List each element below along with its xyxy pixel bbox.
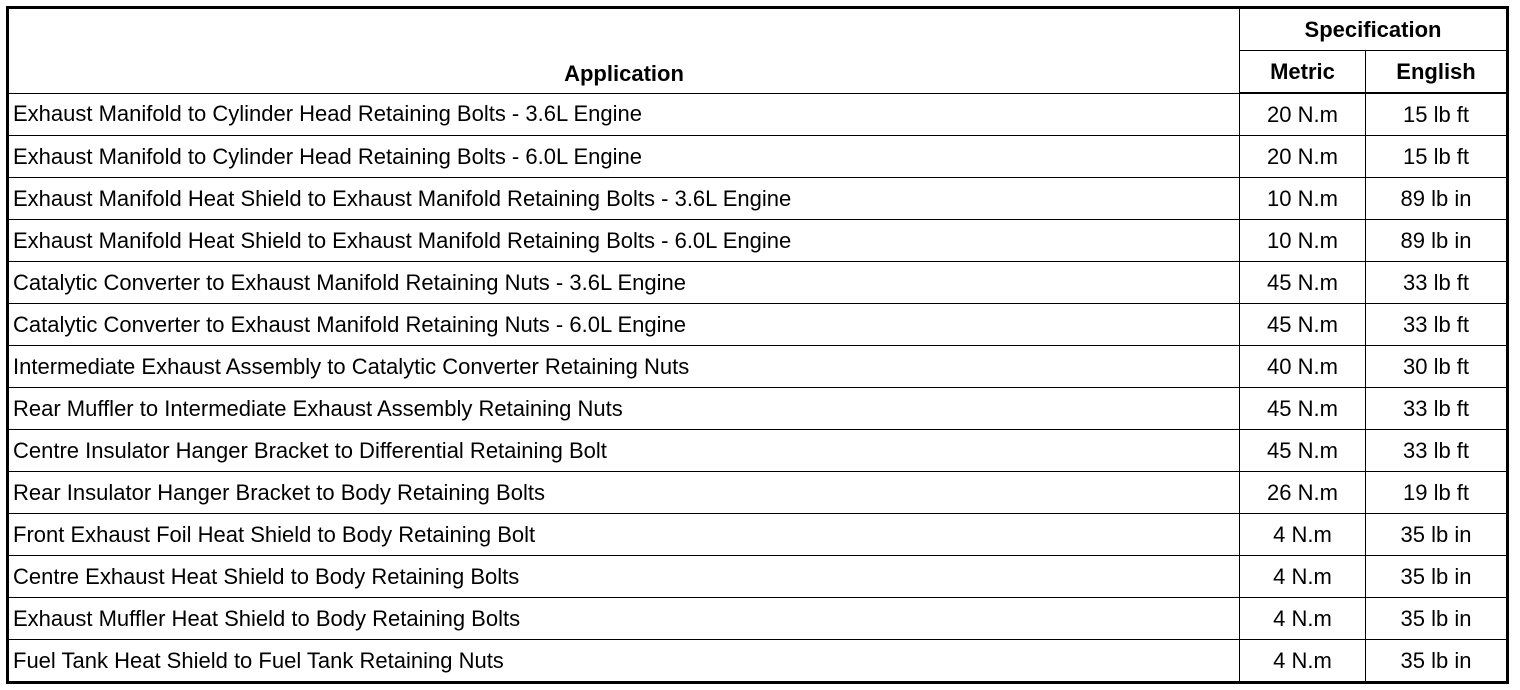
application-cell: Exhaust Manifold to Cylinder Head Retaining Bolts - 3.6L Engine — [8, 93, 1240, 136]
english-cell: 30 lb ft — [1366, 346, 1508, 388]
metric-cell: 10 N.m — [1240, 220, 1366, 262]
application-cell: Exhaust Manifold to Cylinder Head Retaining Bolts - 6.0L Engine — [8, 136, 1240, 178]
header-application: Application — [8, 8, 1240, 94]
metric-cell: 26 N.m — [1240, 472, 1366, 514]
table-row — [8, 556, 1508, 598]
application-cell: Front Exhaust Foil Heat Shield to Body Retaining Bolt — [8, 514, 1240, 556]
english-cell: 15 lb ft — [1366, 93, 1508, 136]
table-row — [8, 136, 1508, 178]
metric-cell: 20 N.m — [1240, 136, 1366, 178]
metric-cell: 45 N.m — [1240, 430, 1366, 472]
table-row — [8, 220, 1508, 262]
application-cell: Rear Insulator Hanger Bracket to Body Retaining Bolts — [8, 472, 1240, 514]
english-cell: 15 lb ft — [1366, 136, 1508, 178]
english-cell: 19 lb ft — [1366, 472, 1508, 514]
metric-cell: 4 N.m — [1240, 598, 1366, 640]
table-header — [8, 8, 1508, 94]
metric-cell: 4 N.m — [1240, 556, 1366, 598]
metric-cell: 45 N.m — [1240, 262, 1366, 304]
header-metric: Metric — [1240, 51, 1366, 94]
metric-cell: 40 N.m — [1240, 346, 1366, 388]
metric-cell: 45 N.m — [1240, 388, 1366, 430]
english-cell: 35 lb in — [1366, 514, 1508, 556]
table-row — [8, 598, 1508, 640]
metric-cell: 4 N.m — [1240, 640, 1366, 683]
metric-cell: 45 N.m — [1240, 304, 1366, 346]
table-row — [8, 93, 1508, 136]
application-cell: Exhaust Muffler Heat Shield to Body Retaining Bolts — [8, 598, 1240, 640]
english-cell: 33 lb ft — [1366, 304, 1508, 346]
header-specification: Specification — [1240, 8, 1508, 51]
application-cell: Centre Insulator Hanger Bracket to Differential Retaining Bolt — [8, 430, 1240, 472]
english-cell: 35 lb in — [1366, 598, 1508, 640]
header-row-top — [8, 8, 1508, 51]
metric-cell: 20 N.m — [1240, 93, 1366, 136]
english-cell: 35 lb in — [1366, 556, 1508, 598]
table-row — [8, 430, 1508, 472]
application-cell: Catalytic Converter to Exhaust Manifold Retaining Nuts - 3.6L Engine — [8, 262, 1240, 304]
table-row — [8, 472, 1508, 514]
application-cell: Rear Muffler to Intermediate Exhaust Assembly Retaining Nuts — [8, 388, 1240, 430]
table-row — [8, 640, 1508, 683]
application-cell: Fuel Tank Heat Shield to Fuel Tank Retaining Nuts — [8, 640, 1240, 683]
application-cell: Centre Exhaust Heat Shield to Body Retaining Bolts — [8, 556, 1240, 598]
table-row — [8, 304, 1508, 346]
table-row — [8, 178, 1508, 220]
english-cell: 33 lb ft — [1366, 388, 1508, 430]
english-cell: 33 lb ft — [1366, 430, 1508, 472]
application-cell: Intermediate Exhaust Assembly to Catalytic Converter Retaining Nuts — [8, 346, 1240, 388]
table-row — [8, 388, 1508, 430]
table-row — [8, 262, 1508, 304]
table-row — [8, 514, 1508, 556]
metric-cell: 4 N.m — [1240, 514, 1366, 556]
english-cell: 35 lb in — [1366, 640, 1508, 683]
application-cell: Exhaust Manifold Heat Shield to Exhaust Manifold Retaining Bolts - 3.6L Engine — [8, 178, 1240, 220]
torque-spec-table — [6, 6, 1509, 684]
table-body — [8, 93, 1508, 683]
application-cell: Exhaust Manifold Heat Shield to Exhaust Manifold Retaining Bolts - 6.0L Engine — [8, 220, 1240, 262]
english-cell: 33 lb ft — [1366, 262, 1508, 304]
metric-cell: 10 N.m — [1240, 178, 1366, 220]
english-cell: 89 lb in — [1366, 178, 1508, 220]
header-english: English — [1366, 51, 1508, 94]
table-row — [8, 346, 1508, 388]
english-cell: 89 lb in — [1366, 220, 1508, 262]
application-cell: Catalytic Converter to Exhaust Manifold Retaining Nuts - 6.0L Engine — [8, 304, 1240, 346]
